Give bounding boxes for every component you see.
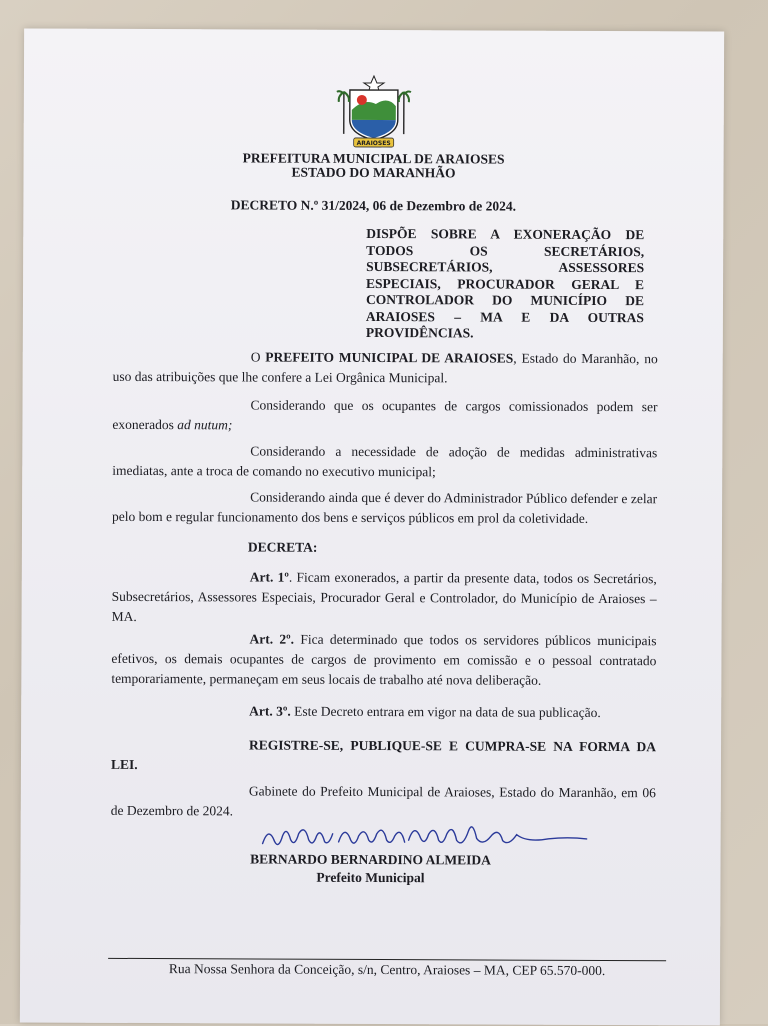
signer-role: Prefeito Municipal — [220, 869, 520, 886]
crest-label: ARAIOSES — [357, 140, 391, 147]
considerando-1-italic: ad nutum; — [177, 417, 232, 432]
document-page — [20, 28, 724, 1025]
decree-title: DECRETO N.º 31/2024, 06 de Dezembro de 2024. — [143, 197, 603, 215]
considerando-3: Considerando ainda que é dever do Administrador Público defender e zelar pelo bom e regular funcionamento dos bens e serviços públicos em prol da coletividade. — [112, 487, 657, 529]
preamble-rest: , Estado do Maranhão, no uso das atribuições que lhe confere a Lei Orgânica Municipal. — [113, 351, 658, 386]
preamble-paragraph — [113, 347, 658, 389]
footer-address: Rua Nossa Senhora da Conceição, s/n, Centro, Araioses – MA, CEP 65.570-000. — [108, 961, 666, 979]
araioses-crest-logo — [336, 74, 412, 150]
article-2 — [111, 629, 656, 691]
header-municipality: PREFEITURA MUNICIPAL DE ARAIOSES — [144, 151, 604, 167]
preamble-prefix: O — [251, 349, 266, 364]
article-1-text: . Ficam exonerados, a partir da presente data, todos os Secretários, Subsecretários, Assessores Especiais, Procurador Geral e Controlador, do Município de Araioses – MA. — [112, 570, 657, 624]
header-state: ESTADO DO MARANHÃO — [144, 165, 604, 181]
article-1 — [112, 567, 657, 629]
preamble-authority: PREFEITO MUNICIPAL DE ARAIOSES — [265, 350, 513, 366]
signer-name: BERNARDO BERNARDINO ALMEIDA — [221, 851, 521, 868]
article-3-text: Este Decreto entrara em vigor na data de sua publicação. — [291, 704, 601, 720]
article-1-label: Art. 1º — [250, 569, 289, 584]
article-3-label: Art. 3º. — [249, 703, 291, 718]
considerando-2: Considerando a necessidade de adoção de medidas administrativas imediatas, ante a troca de comando no executivo municipal; — [112, 441, 657, 483]
considerando-1 — [112, 395, 657, 437]
place-and-date: Gabinete do Prefeito Municipal de Araioses, Estado do Maranhão, em 06 de Dezembro de 2024. — [111, 781, 656, 823]
considerando-1-text: Considerando que os ocupantes de cargos comissionados podem ser exonerados — [112, 397, 657, 432]
article-2-text: Fica determinado que todos os servidores públicos municipais efetivos, os demais ocupantes de cargos de provimento em comissão e o pessoal contratado temporariamente, permaneçam em seus locais de trabalho até nova deliberação. — [111, 632, 656, 688]
decree-ementa: DISPÕE SOBRE A EXONERAÇÃO DE TODOS OS SECRETÁRIOS, SUBSECRETÁRIOS, ASSESSORES ESPECIAIS, PROCURADOR GERAL E CONTROLADOR DO MUNICÍPIO DE ARAIOSES – MA E DA OUTRAS PROVIDÊNCIAS. — [366, 226, 645, 343]
handwritten-signature — [259, 816, 589, 857]
closing-formula: REGISTRE-SE, PUBLIQUE-SE E CUMPRA-SE NA FORMA DA LEI. — [111, 735, 656, 777]
article-2-label: Art. 2º. — [249, 631, 294, 646]
decreta-heading: DECRETA: — [248, 539, 318, 555]
article-3 — [111, 701, 656, 723]
